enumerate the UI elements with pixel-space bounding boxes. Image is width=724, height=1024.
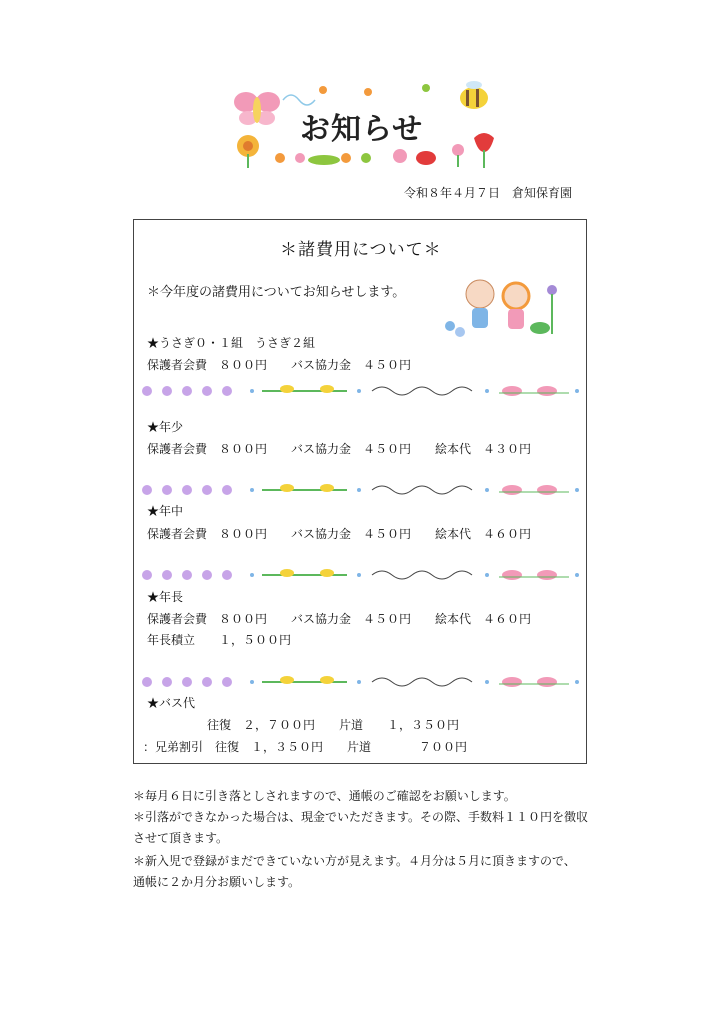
section-bus-heading: ★バス代 <box>147 696 196 710</box>
butterfly-illustration <box>234 92 280 125</box>
footer-note: ＊毎月６日に引き落としされますので、通帳のご確認をお願いします。 <box>133 789 516 803</box>
flower-divider <box>137 383 583 399</box>
section-nencho-heading: ★年長 <box>147 590 184 604</box>
flower-divider <box>137 567 583 583</box>
page-title: お知らせ <box>300 112 424 147</box>
footer-note: ＊新入児で登録がまだできていない方が見えます。４月分は５月に頂きますので、 <box>133 854 576 868</box>
section-nencho-fees: 保護者会費 ８００円 バス協力金 ４５０円 絵本代 ４６０円 <box>147 612 532 626</box>
section-bus-regular: 往復 ２，７００円 片道 １，３５０円 <box>147 718 460 732</box>
section-bus-sibling-discount: ：兄弟割引 往復 １，３５０円 片道 ７００円 <box>143 740 468 754</box>
section-nenchu-heading: ★年中 <box>147 504 184 518</box>
notice-title: ＊諸費用について＊ <box>280 240 442 260</box>
section-usagi-fees: 保護者会費 ８００円 バス協力金 ４５０円 <box>147 358 412 372</box>
footer-note: させて頂きます。 <box>133 831 229 845</box>
small-flower-icons <box>319 84 430 96</box>
date-and-school: 令和８年４月７日 倉知保育園 <box>404 186 573 200</box>
footer-note: 通帳に２か月分お願いします。 <box>133 875 301 889</box>
section-nenchu-fees: 保護者会費 ８００円 バス協力金 ４５０円 絵本代 ４６０円 <box>147 527 532 541</box>
footer-note: ＊引落ができなかった場合は、現金でいただきます。その際、手数料１１０円を徴収 <box>133 810 589 824</box>
section-nensho-heading: ★年少 <box>147 420 184 434</box>
notice-intro: ＊今年度の諸費用についてお知らせします。 <box>147 285 406 300</box>
section-nencho-savings: 年長積立 １，５００円 <box>147 633 292 647</box>
flower-divider <box>137 482 583 498</box>
section-usagi-heading: ★うさぎ０・１組 うさぎ２組 <box>147 336 316 350</box>
children-illustration <box>436 276 564 340</box>
bee-illustration <box>460 81 488 109</box>
section-nensho-fees: 保護者会費 ８００円 バス協力金 ４５０円 絵本代 ４３０円 <box>147 442 532 456</box>
flower-divider <box>137 674 583 690</box>
